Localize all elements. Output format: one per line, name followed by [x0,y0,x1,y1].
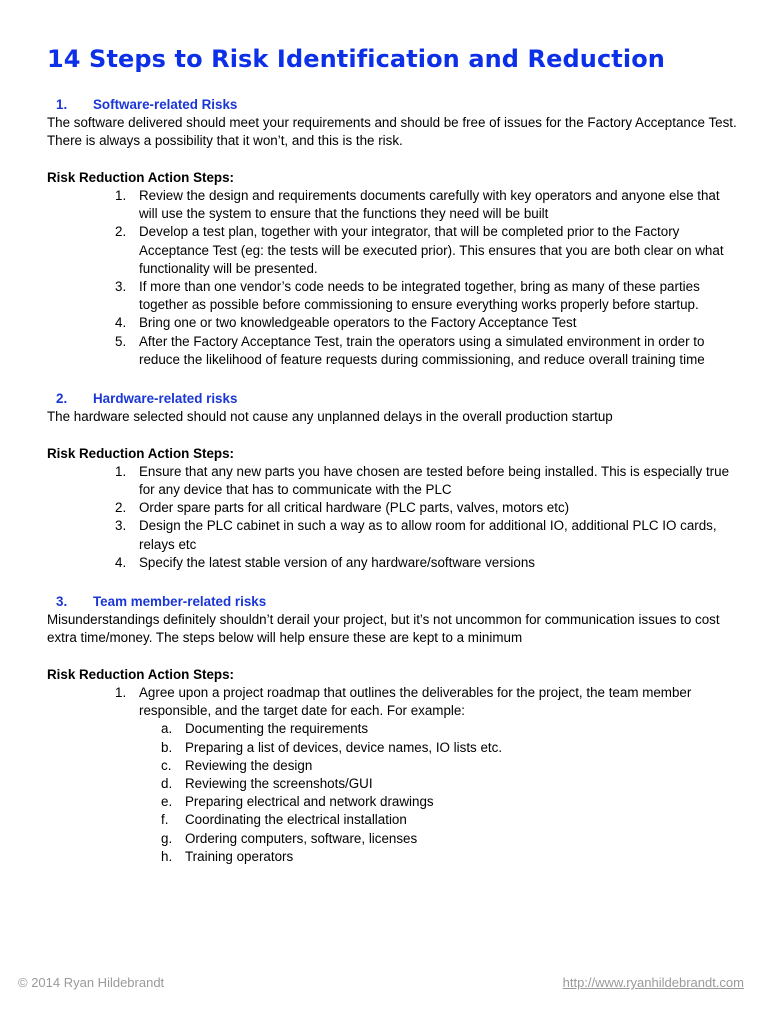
section-heading [47,96,737,114]
list-item-text: Review the design and requirements documents carefully with key operators and anyone else that will use the system to ensure that the functions they need will be built [139,187,720,222]
list-marker: 2. [115,500,127,516]
sub-list-item [139,775,737,793]
roadmap-sublist [139,720,737,866]
action-steps-label: Risk Reduction Action Steps: [47,666,234,682]
section-title: Hardware-related risks [93,391,238,407]
list-marker: 1. [115,685,127,700]
list-item-text: Agree upon a project roadmap that outlines the deliverables for the project, the team member responsible, and the target date for each. For example: [139,685,692,719]
sub-list-marker: b. [161,739,173,755]
copyright-text: © 2014 Ryan Hildebrandt [18,975,165,990]
action-steps-list [47,463,737,572]
sub-list-item [139,757,737,775]
document-title: 14 Steps to Risk Identification and Reduction [47,45,665,73]
sub-list-marker: a. [161,721,173,737]
sub-list-marker: g. [161,830,173,846]
list-marker: 5. [115,333,127,349]
sub-list-item-text: Training operators [185,848,294,864]
list-item-text: After the Factory Acceptance Test, train the operators using a simulated environment in order to reduce the likelihood of feature requests during commissioning, and reduce overall training time [139,333,705,367]
action-steps-label: Risk Reduction Action Steps: [47,445,234,461]
sub-list-marker: c. [161,757,172,773]
sub-list-item [139,720,737,738]
sub-list-item [139,848,737,866]
sub-list-item-text: Preparing electrical and network drawings [185,794,434,810]
section-number: 1. [56,97,68,112]
section-number: 3. [56,594,68,610]
list-item-text: Develop a test plan, together with your integrator, that will be completed prior to the Factory Acceptance Test (eg: the tests will be executed prior). This ensures that you are both clear on what functionality will be presented. [139,224,724,276]
sub-list-item-text: Coordinating the electrical installation [185,812,407,828]
list-marker: 4. [115,315,127,331]
list-item [47,333,737,369]
website-link[interactable]: http://www.ryanhildebrandt.com [562,975,744,990]
sub-list-item-text: Reviewing the design [185,757,313,773]
sub-list-marker: h. [161,848,173,864]
sub-list-marker: d. [161,776,173,792]
action-steps-list [47,684,737,866]
list-item-text: Bring one or two knowledgeable operators to the Factory Acceptance Test [139,315,577,331]
section-intro: Misunderstandings definitely shouldn’t derail your project, but it’s not uncommon for communication issues to cost extra time/money. The steps below will help ensure these are kept to a minimum [47,612,720,646]
list-marker: 3. [115,518,127,534]
section-hardware-risks [47,390,737,572]
sub-list-item-text: Documenting the requirements [185,721,369,737]
list-item [47,278,737,314]
list-item-text: If more than one vendor’s code needs to be integrated together, bring as many of these parties together as possible before commissioning to ensure everything works properly before startup. [139,279,700,313]
sub-list-item-text: Ordering computers, software, licenses [185,830,418,846]
list-item [47,517,737,553]
document-page [47,40,737,866]
list-item-text: Design the PLC cabinet in such a way as to allow room for additional IO, additional PLC IO cards, relays etc [139,518,717,552]
sub-list-marker: f. [161,812,169,828]
sub-list-item-text: Reviewing the screenshots/GUI [185,776,373,792]
section-heading [47,390,737,408]
section-title: Team member-related risks [93,594,267,610]
sub-list-item [139,830,737,848]
section-title: Software-related Risks [93,97,238,112]
list-marker: 1. [115,463,127,479]
section-team-risks [47,593,737,866]
list-item-text: Ensure that any new parts you have chosen are tested before being installed. This is especially true for any device that has to communicate with the PLC [139,463,730,497]
page-footer [18,975,744,993]
list-item [47,314,737,332]
list-item [47,499,737,517]
action-steps-list [47,187,737,369]
list-marker: 4. [115,554,127,570]
section-intro: The hardware selected should not cause any unplanned delays in the overall production startup [47,409,613,425]
list-item [47,187,737,223]
list-item [47,223,737,278]
list-item-text: Order spare parts for all critical hardware (PLC parts, valves, motors etc) [139,500,570,516]
action-steps-label: Risk Reduction Action Steps: [47,169,234,185]
list-item-text: Specify the latest stable version of any hardware/software versions [139,554,535,570]
list-marker: 1. [115,187,127,203]
sub-list-item [139,811,737,829]
sub-list-item-text: Preparing a list of devices, device names, IO lists etc. [185,739,503,755]
section-intro: The software delivered should meet your requirements and should be free of issues for the Factory Acceptance Test. There is always a possibility that it won’t, and this is the risk. [47,115,737,149]
sub-list-item [139,739,737,757]
sub-list-item [139,793,737,811]
list-item [47,554,737,572]
section-heading [47,593,737,611]
list-marker: 3. [115,279,127,294]
list-item [47,684,737,866]
section-number: 2. [56,391,68,407]
list-item [47,463,737,499]
sub-list-marker: e. [161,794,173,810]
section-software-risks [47,96,737,369]
list-marker: 2. [115,224,127,240]
